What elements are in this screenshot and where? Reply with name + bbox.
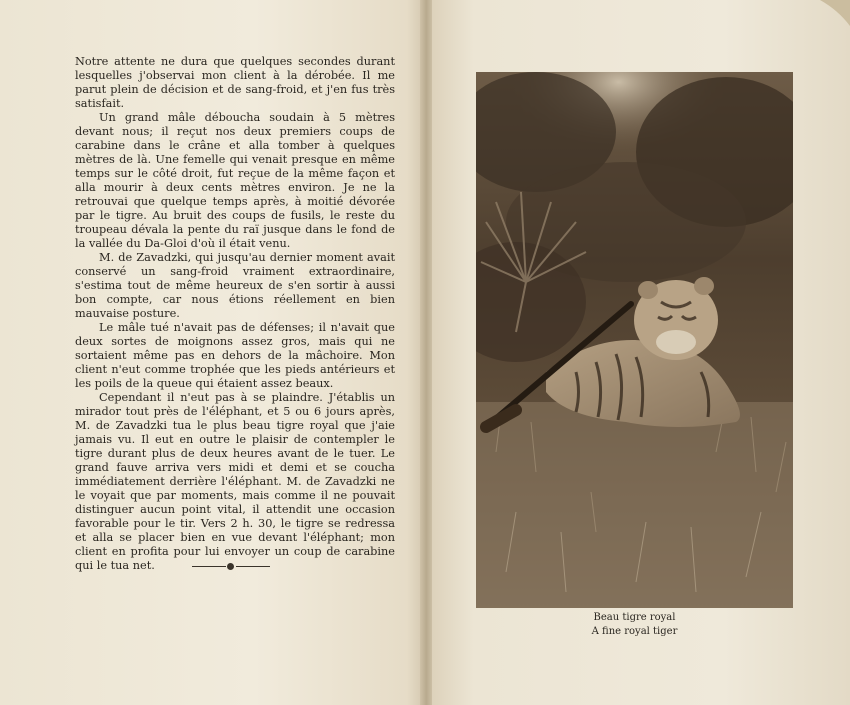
paragraph: Un grand mâle déboucha soudain à 5 mètres devant nous; il reçut nos deux premiers coups de carabine dans le crâne et alla tomber à quelques mètres de là. Une femelle qui venait presque en même temps sur le côté droit, fut reçue de la même façon et alla mourir à deux cents mètres environ. Je ne la retrouvai que quelque temps après, à moitié dévorée par le tigre. Au bruit des coups de fusils, le reste du troupeau dévala la pente du raï jusque dans le fond de la vallée du Da-Gloi d'où il était venu.	[75, 111, 395, 250]
paragraph: Notre attente ne dura que quelques secondes durant lesquelles j'observai mon client à la dérobée. Il me parut plein de décision et de sang-froid, et j'en fus très satisfait.	[75, 55, 395, 110]
left-page	[0, 0, 424, 705]
paragraph: Cependant il n'eut pas à se plaindre. J'établis un mirador tout près de l'éléphant, et 5 ou 6 jours après, M. de Zavadzki tua le plus beau tigre royal que j'aie jamais vu. Il eut en outre le plaisir de contempler le tigre durant plus de deux heures avant de le tuer. Le grand fauve arriva vers midi et demi et se coucha immédiatement derrière l'éléphant. M. de Zavadzki ne le voyait que par moments, mais comme il ne pouvait distinguer aucun point vital, il attendit une occasion favorable pour le tir. Vers 2 h. 30, le tigre se redressa et alla se placer bien en vue devant l'éléphant; mon client en profita pour lui envoyer un coup de carabine qui le tua net.	[75, 391, 395, 572]
paragraph: Le mâle tué n'avait pas de défenses; il n'avait que deux sortes de moignons assez gros, mais qui ne sortaient même pas en dehors de la mâchoire. Mon client n'eut comme trophée que les pieds antérieurs et les poils de la queue qui étaient assez beaux.	[75, 321, 395, 390]
photo-caption	[476, 611, 793, 639]
tiger-photo	[476, 72, 793, 608]
caption-french: Beau tigre royal	[593, 612, 676, 623]
page-corner-wear	[820, 0, 850, 26]
section-end-ornament	[192, 563, 270, 571]
paragraph: M. de Zavadzki, qui jusqu'au dernier moment avait conservé un sang-froid vraiment extraordinaire, s'estima tout de même heureux de s'en sortir à aussi bon compte, car nous étions réellement en bien mauvaise posture.	[75, 251, 395, 320]
caption-english: A fine royal tiger	[591, 626, 678, 637]
body-text	[75, 55, 395, 573]
